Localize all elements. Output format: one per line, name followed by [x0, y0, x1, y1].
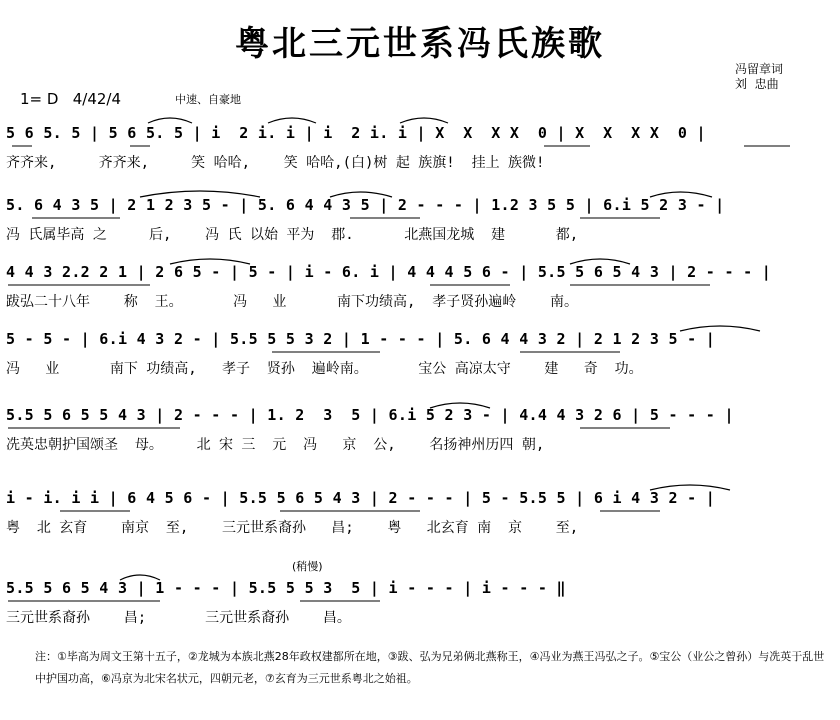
slur-mark — [148, 118, 192, 123]
lyrics-row: 三元世系裔孙 昌; 三元世系裔孙 昌。 — [6, 610, 351, 626]
footnote: 注：①毕高为周文王第十五子，②龙城为本族北燕28年政权建都所在地，③跋、弘为兄弟俩北燕称王，④冯业为燕王冯弘之子。⑤宝公（业公之曾孙）与冼英于乱世中护国功高，⑥冯京为北宋名状元，四朝元老，⑦玄育为三元世系粤北之始祖。 — [35, 650, 825, 685]
lyrics-row: 冯 业 南下 功绩高, 孝子 贤孙 遍岭南。 宝公 高凉太守 建 奇 功。 — [6, 361, 643, 377]
credits — [735, 62, 783, 92]
lyrics-row: 跋弘二十八年 称 王。 冯 业 南下功绩高, 孝子贤孙遍岭 南。 — [6, 294, 579, 310]
notation-row: 5 6 5. 5 | 5 6 5. 5 | i 2 i. i | i 2 i. i | X X X X 0 | X X X X 0 | — [6, 124, 706, 142]
notation-row: i - i. i i | 6 4 5 6 - | 5.5 5 6 5 4 3 | 2 - - - | 5 - 5.5 5 | 6 i 4 3 2 - | — [6, 489, 716, 507]
performance-note: (稍慢) — [292, 560, 323, 573]
composer-credit: 刘 忠曲 — [735, 77, 779, 91]
lyrics-row: 冯 氏属毕高 之 后, 冯 氏 以始 平为 郡. 北燕国龙城 建 都, — [6, 227, 579, 243]
lyrics-row: 粤 北 玄育 南京 至, 三元世系裔孙 昌; 粤 北玄育 南 京 至, — [6, 520, 579, 536]
page-title: 粤北三元世系冯氏族歌 — [235, 24, 605, 64]
notation-row: 5.5 5 6 5 5 4 3 | 2 - - - | 1. 2 3 5 | 6.i 5 2 3 - | 4.4 4 3 2 6 | 5 - - - | — [6, 406, 734, 424]
slur-mark — [400, 118, 448, 123]
lyrics-row: 冼英忠朝护国颂圣 母。 北 宋 三 元 冯 京 公, 名扬神州历四 朝, — [6, 437, 545, 453]
tempo-marking: 中速、自豪地 — [175, 93, 241, 106]
lyricist-credit: 冯留章词 — [735, 62, 784, 76]
lyrics-row: 齐齐来, 齐齐来, 笑 哈哈, 笑 哈哈,(白)树 起 族旗! 挂上 族微! — [6, 155, 545, 171]
notation-row: 5. 6 4 3 5 | 2 1 2 3 5 - | 5. 6 4 4 3 5 | 2 - - - | 1.2 3 5 5 | 6.i 5 2 3 - | — [6, 196, 725, 214]
score-line-5 — [0, 406, 840, 502]
slur-mark — [268, 118, 316, 123]
score-line-6 — [0, 489, 840, 585]
key-signature: 1= D 4/42/4 — [20, 90, 122, 108]
notation-row: 4 4 3 2.2 2 1 | 2 6 5 - | 5 - | i - 6. i | 4 4 4 5 6 - | 5.5 5 6 5 4 3 | 2 - - - | — [6, 263, 772, 281]
notation-row: 5 - 5 - | 6.i 4 3 2 - | 5.5 5 5 3 2 | 1 - - - | 5. 6 4 4 3 2 | 2 1 2 3 5 - | — [6, 330, 716, 348]
notation-row: 5.5 5 6 5 4 3 | 1 - - - | 5.5 5 5 3 5 | i - - - | i - - - ‖ — [6, 579, 566, 597]
